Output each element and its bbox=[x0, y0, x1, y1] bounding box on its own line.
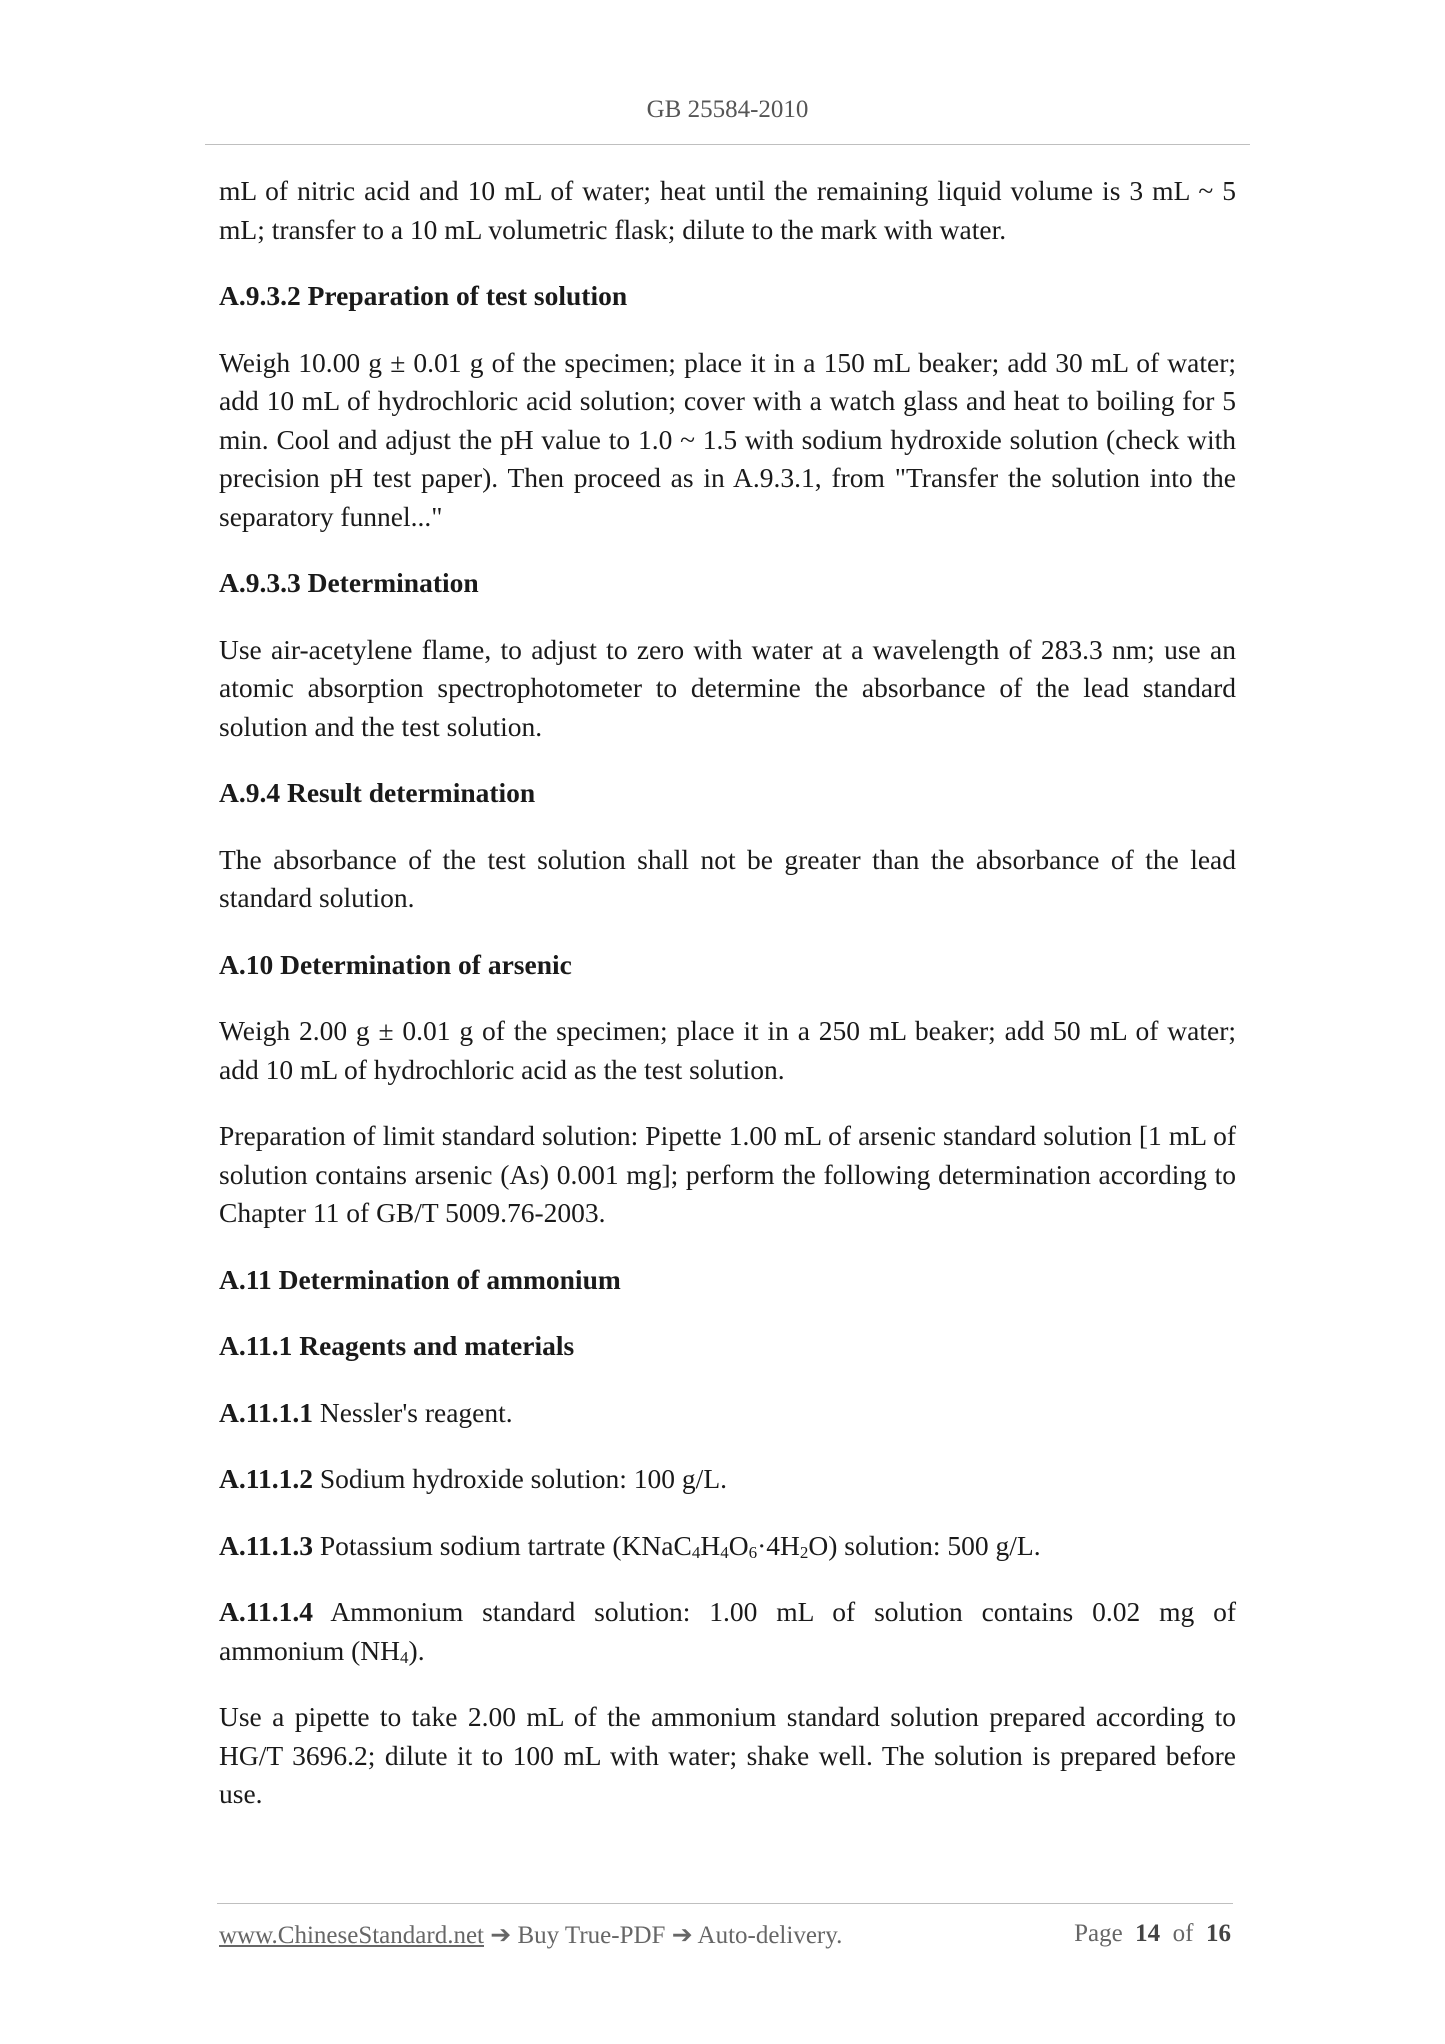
subscript: 2 bbox=[799, 1542, 809, 1562]
section-heading-a94: A.9.4 Result determination bbox=[219, 777, 536, 808]
item-label: A.11.1.1 bbox=[219, 1396, 313, 1428]
page-number bbox=[1074, 1920, 1231, 1948]
subscript: 4 bbox=[720, 1542, 729, 1562]
list-item bbox=[219, 1527, 1236, 1566]
subscript: 4 bbox=[400, 1647, 409, 1667]
arrow-icon: ➔ bbox=[484, 1922, 518, 1949]
buy-text: Buy True-PDF bbox=[517, 1922, 666, 1949]
paragraph: Use air-acetylene flame, to adjust to zero with water at a wavelength of 283.3 nm; use an atomic absorption spectrophotometer to determine the absorbance of the lead standard solution and the test solution. bbox=[219, 633, 1236, 742]
subscript: 4 bbox=[691, 1542, 701, 1562]
item-text: Nessler's reagent. bbox=[312, 1396, 513, 1428]
item-label: A.11.1.4 bbox=[219, 1596, 313, 1627]
section-heading-a932: A.9.3.2 Preparation of test solution bbox=[219, 280, 628, 311]
page-total: 16 bbox=[1206, 1920, 1231, 1947]
paragraph: Use a pipette to take 2.00 mL of the ammonium standard solution prepared according to HG/T 3696.2; dilute it to 100 mL with water; shake well. The solution is prepared before use. bbox=[219, 1701, 1236, 1809]
section-heading-a11: A.11 Determination of ammonium bbox=[219, 1263, 621, 1295]
item-text: O bbox=[728, 1529, 749, 1561]
subscript: 6 bbox=[748, 1542, 758, 1562]
paragraph: The absorbance of the test solution shall not be greater than the absorbance of the lead standard solution. bbox=[219, 843, 1236, 913]
item-text: Potassium sodium tartrate (KNaC bbox=[312, 1529, 692, 1561]
page-current: 14 bbox=[1135, 1920, 1161, 1947]
website-link[interactable]: www.ChineseStandard.net bbox=[219, 1922, 484, 1949]
item-text: ). bbox=[408, 1634, 425, 1666]
page-header bbox=[205, 96, 1250, 145]
paragraph: Weigh 10.00 g ± 0.01 g of the specimen; place it in a 150 mL beaker; add 30 mL of water; add 10 mL of hydrochloric acid solution; cover with a watch glass and heat to boiling for 5 min. Cool and adjust the pH value to 1.0 ~ 1.5 with sodium hydroxide solution (check with precision pH test paper). Then proceed as in A.9.3.1, from "Transfer the solution into the separatory funnel..." bbox=[219, 346, 1236, 532]
item-text: O) solution: 500 g/L. bbox=[808, 1529, 1041, 1561]
document-title: GB 25584-2010 bbox=[646, 96, 809, 123]
arrow-icon: ➔ bbox=[665, 1922, 698, 1949]
section-heading-a933: A.9.3.3 Determination bbox=[219, 567, 479, 598]
page-word: Page bbox=[1074, 1920, 1123, 1947]
footer-promo bbox=[219, 1920, 842, 1950]
section-heading-a10: A.10 Determination of arsenic bbox=[219, 948, 572, 980]
paragraph: mL of nitric acid and 10 mL of water; heat until the remaining liquid volume is 3 mL ~ 5 mL; transfer to a 10 mL volumetric flask; dilute to the mark with water. bbox=[219, 175, 1236, 245]
section-heading-a111: A.11.1 Reagents and materials bbox=[219, 1330, 575, 1361]
item-text: ·4H bbox=[757, 1529, 800, 1561]
paragraph: Weigh 2.00 g ± 0.01 g of the specimen; place it in a 250 mL beaker; add 50 mL of water; add 10 mL of hydrochloric acid as the test solution. bbox=[219, 1015, 1236, 1085]
list-item bbox=[219, 1593, 1236, 1670]
item-label: A.11.1.2 bbox=[219, 1463, 313, 1494]
footer-divider bbox=[217, 1903, 1233, 1904]
item-text: Sodium hydroxide solution: 100 g/L. bbox=[312, 1463, 727, 1494]
document-body bbox=[219, 172, 1236, 1842]
item-text: Ammonium standard solution: 1.00 mL of solution contains 0.02 mg of ammonium (NH bbox=[219, 1596, 1236, 1666]
item-label: A.11.1.3 bbox=[219, 1529, 313, 1561]
list-item bbox=[219, 1394, 1236, 1433]
delivery-text: Auto-delivery. bbox=[697, 1922, 843, 1949]
item-text: H bbox=[700, 1529, 721, 1561]
of-word: of bbox=[1172, 1920, 1194, 1947]
list-item bbox=[219, 1460, 1236, 1499]
paragraph: Preparation of limit standard solution: Pipette 1.00 mL of arsenic standard solution [1 mL of solution contains arsenic (As) 0.001 mg]; perform the following determination according to Chapter 11 of GB/T 5009.76-2003. bbox=[219, 1120, 1236, 1228]
